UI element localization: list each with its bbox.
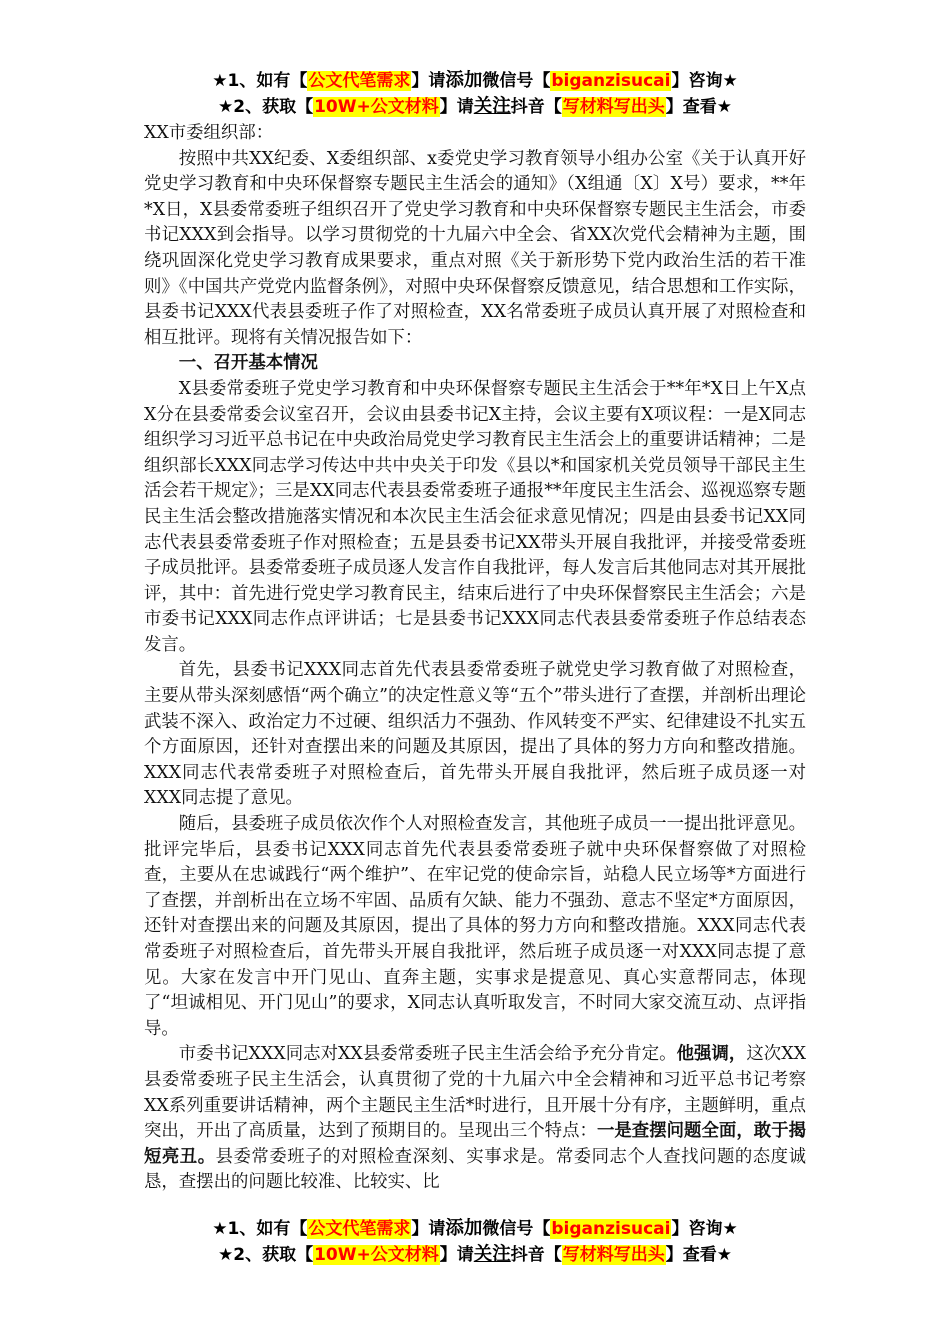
- banner-highlight: 10W+公文材料: [314, 97, 439, 117]
- promo-banner-bottom-line1: [0, 1216, 950, 1242]
- banner-text: ★2、获取【: [218, 97, 314, 117]
- paragraph-3: 首先，县委书记XXX同志首先代表县委常委班子就党史学习教育做了对照检查，主要从带头深刻感悟“两个确立”的决定性意义等“五个”带头进行了查摆，并剖析出理论武装不深入、政治定力不过硬、组织活力不强劲、作风转变不严实、纪律建设不扎实五个方面原因，还针对查摆出来的问题及其原因，提出了具体的努力方向和整改措施。XXX同志代表常委班子对照检查后，首先带头开展自我批评，然后班子成员逐一对XXX同志提了意见。: [144, 660, 806, 809]
- paragraph-1: 按照中共XX纪委、X委组织部、x委党史学习教育领导小组办公室《关于认真开好党史学习教育和中央环保督察专题民主生活会的通知》（X组通〔X〕X号）要求，**年*X日，X县委常委班子组织召开了党史学习教育和中央环保督察专题民主生活会，市委书记XXX到会指导。以学习贯彻党的十九届六中全会、省XX次党代会精神为主题，围绕巩固深化党史学习教育成果要求，重点对照《关于新形势下党内政治生活的若干准则》《中国共产党党内监督条例》，对照中央环保督察反馈意见，结合思想和工作实际，县委书记XXX代表县委班子作了对照检查，XX名常委班子成员认真开展了对照检查和相互批评。现将有关情况报告如下：: [144, 148, 806, 348]
- promo-banner-bottom-line2: [0, 1242, 950, 1268]
- banner-highlight: 公文代笔需求: [308, 71, 411, 91]
- paragraph-2: X县委常委班子党史学习教育和中央环保督察专题民主生活会于**年*X日上午X点X分在县委常委会议室召开，会议由县委书记X主持，会议主要有X项议程：一是X同志组织学习习近平总书记在中央政治局党史学习教育民主生活会上的重要讲话精神；二是组织部长XXX同志学习传达中共中央关于印发《县以*和国家机关党员领导干部民主生活会若干规定》；三是XX同志代表县委常委班子通报**年度民主生活会、巡视巡察专题民主生活会整改措施落实情况和本次民主生活会征求意见情况；四是由县委书记XX同志代表县委常委班子作对照检查；五是县委书记XX带头开展自我批评，并接受常委班子成员批评。县委常委班子成员逐人发言作自我批评，每人发言后其他同志对其开展批评，其中：首先进行党史学习教育民主，结束后进行了中央环保督察民主生活会；六是市委书记XXX同志作点评讲话；七是县委书记XXX同志代表县委常委班子作总结表态发言。: [144, 378, 806, 655]
- banner-text: ★1、如有【: [212, 71, 308, 91]
- banner-highlight: biganzisucai: [551, 1219, 671, 1239]
- salutation: XX市委组织部：: [144, 123, 274, 143]
- paragraph-4: 随后，县委班子成员依次作个人对照检查发言，其他班子成员一一提出批评意见。批评完毕后，县委书记XXX同志首先代表县委常委班子就中央环保督察做了对照检查，主要从在忠诚践行“两个维护”、在牢记党的使命宗旨，站稳人民立场等*方面进行了查摆，并剖析出在立场不牢固、品质有欠缺、能力不强劲、意志不坚定*方面原因，还针对查摆出来的问题及其原因，提出了具体的努力方向和整改措施。XXX同志代表常委班子对照检查后，首先带头开展自我批评，然后班子成员逐一对XXX同志提了意见。大家在发言中开门见山、直奔主题，实事求是提意见、真心实意帮同志，体现了“坦诚相见、开门见山”的要求，X同志认真听取发言，不时同大家交流互动、点评指导。: [144, 814, 806, 1039]
- banner-text: 】请: [411, 1219, 446, 1239]
- banner-text: 】咨询★: [671, 1219, 738, 1239]
- banner-emphasis: 添加: [445, 1218, 483, 1239]
- paragraph-5: [144, 1042, 806, 1196]
- banner-text: 】查看★: [665, 1245, 732, 1265]
- banner-highlight: biganzisucai: [551, 71, 671, 91]
- banner-text: 抖音【: [510, 97, 562, 117]
- paragraph-5-text: 这次XX县委常委班子民主生活会，认真贯彻了党的十九届六中全会精神和习近平总书记考察XX系列重要讲话精神，两个主题民主生活*时进行，且开展十分有序，主题鲜明，重点突出，开出了高质量，达到了预期目的。呈现出三个特点：: [144, 1044, 806, 1142]
- banner-text: 微信号【: [482, 1219, 551, 1239]
- banner-text: ★2、获取【: [218, 1245, 314, 1265]
- banner-text: 】请: [439, 1245, 474, 1265]
- paragraph-5-text: 市委书记XXX同志对XX县委常委班子民主生活会给予充分肯定。: [178, 1044, 677, 1065]
- banner-text: 微信号【: [482, 71, 551, 91]
- banner-text: 】请: [439, 97, 474, 117]
- banner-emphasis: 关注: [473, 1244, 511, 1265]
- banner-highlight: 公文代笔需求: [308, 1219, 411, 1239]
- banner-emphasis: 添加: [445, 70, 483, 91]
- paragraph-5-text: 县委常委班子的对照检查深刻、实事求是。常委同志个人查找问题的态度诚恳，查摆出的问题比较准、比较实、比: [144, 1146, 806, 1193]
- banner-text: 抖音【: [510, 1245, 562, 1265]
- section-heading: 一、召开基本情况: [178, 353, 318, 374]
- banner-text: ★1、如有【: [212, 1219, 308, 1239]
- promo-banner-top-line1: [0, 68, 950, 94]
- banner-highlight: 写材料写出头: [562, 97, 665, 117]
- banner-text: 】请: [411, 71, 446, 91]
- document-body: [144, 121, 806, 1196]
- paragraph-5-bold: 他强调，: [676, 1044, 747, 1065]
- paragraph-5-bold: 一是查摆问题全面，敢于揭短亮丑。: [144, 1121, 806, 1167]
- banner-emphasis: 关注: [473, 96, 511, 117]
- banner-highlight: 10W+公文材料: [314, 1245, 439, 1265]
- promo-banner-top-line2: [0, 94, 950, 120]
- banner-highlight: 写材料写出头: [562, 1245, 665, 1265]
- banner-text: 】查看★: [665, 97, 732, 117]
- banner-text: 】咨询★: [671, 71, 738, 91]
